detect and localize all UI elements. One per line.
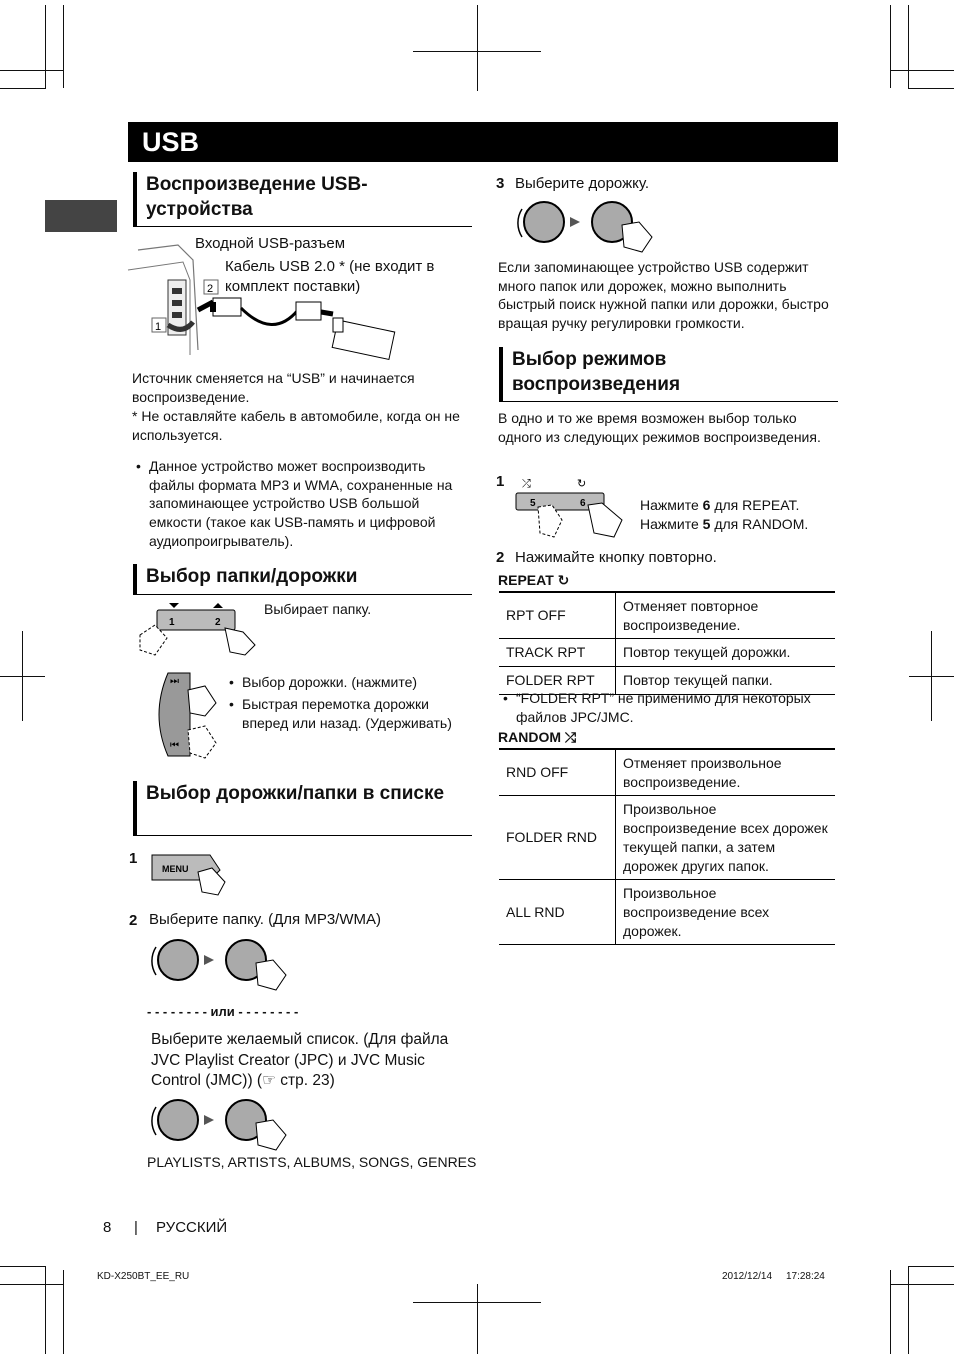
menu-button-label: MENU (162, 864, 189, 874)
repeat-random-buttons-illustration (514, 475, 629, 545)
heading-play-modes: Выбор режимов воспроизведения (499, 347, 838, 402)
fast-rewind-bullet: • Быстрая перемотка дорожки вперед или назад. (Удерживать) (225, 695, 475, 732)
random-heading: RANDOM ⤮ (498, 729, 577, 746)
svg-text:⏮: ⏮ (170, 740, 179, 751)
menu-button-illustration (150, 850, 230, 900)
repeat-icon: ↻ (557, 573, 570, 589)
svg-text:⤮: ⤮ (522, 477, 531, 490)
random-table (499, 748, 835, 945)
source-change-note: Источник сменяется на “USB” и начинается воспроизведение. (132, 370, 415, 405)
page-number: 8 (103, 1219, 112, 1236)
table-row: ALL RND Произвольное воспроизведение всех дорожек. (499, 880, 835, 945)
label-usb-cable: Кабель USB 2.0 * (не входит в комплект поставки) (225, 258, 435, 295)
volume-knob-illustration-3 (514, 197, 659, 257)
fig-num-2: 2 (207, 283, 214, 295)
volume-knob-illustration-2 (148, 1095, 293, 1155)
select-list-text: Выберите желаемый список. (Для файла JVC Playlist Creator (JPC) и JVC Music Control (JMC)) (☞ стр. 23) (151, 1031, 449, 1089)
track-step-3-number: 3 (496, 175, 505, 192)
language-tab (45, 200, 117, 232)
svg-text:↻: ↻ (577, 477, 587, 490)
track-skip-illustration (150, 668, 220, 763)
doc-id: KD-X250BT_EE_RU (97, 1271, 190, 1282)
repeat-table (499, 591, 835, 695)
section-banner: USB (128, 122, 838, 162)
modes-step-1-number: 1 (496, 473, 505, 490)
label-usb-input: Входной USB-разъем (195, 235, 346, 252)
many-folders-text: Если запоминающее устройство USB содержит много папок или дорожек, можно выполнить быстрый поиск нужной папки или дорожки, быстро вращая ручку регулировки громкости. (498, 259, 829, 332)
footer-separator: | (134, 1219, 138, 1236)
modes-intro: В одно и то же время возможен выбор только одного из следующих режимов воспроизведения. (498, 410, 821, 445)
heading-folder-track: Выбор папки/дорожки (133, 564, 472, 595)
fig-num-1: 1 (155, 321, 162, 333)
volume-knob-illustration-1 (148, 935, 293, 995)
press-5-random: Нажмите 5 для RANDOM. (640, 516, 809, 532)
heading-list-select: Выбор дорожки/папки в списке (133, 781, 472, 836)
selects-folder-text: Выбирает папку. (264, 601, 372, 617)
print-timestamp: 2012/12/14 17:28:24 (722, 1271, 825, 1282)
cable-note: * Не оставляйте кабель в автомобиле, когда он не используется. (132, 408, 460, 443)
modes-step-2-text: Нажимайте кнопку повторно. (515, 549, 717, 566)
list-step-2-text: Выберите папку. (Для MP3/WMA) (149, 911, 381, 928)
folder-btn-1-label: 1 (169, 617, 175, 628)
shuffle-icon: ⤮ (564, 730, 577, 746)
usb-connection-illustration (128, 240, 408, 370)
modes-step-2-number: 2 (496, 549, 505, 566)
table-row: RPT OFF Отменяет повторное воспроизведение. (499, 592, 835, 639)
table-row: FOLDER RPT Повтор текущей папки. (499, 667, 835, 695)
btn-6-label: 6 (580, 498, 586, 509)
list-step-1-number: 1 (129, 850, 138, 867)
footer-language: РУССКИЙ (156, 1219, 228, 1236)
folder-btn-2-label: 2 (215, 617, 221, 628)
folder-buttons-illustration (135, 600, 260, 660)
folder-rpt-note: • “FOLDER RPT” не применимо для некоторых файлов JPC/JMC. (499, 689, 835, 726)
track-step-3-text: Выберите дорожку. (515, 175, 650, 192)
heading-usb-playback: Воспроизведение USB-устройства (133, 172, 472, 227)
track-select-bullet: • Выбор дорожки. (нажмите) (225, 673, 475, 692)
or-divider: - - - - - - - - или - - - - - - - - (147, 1004, 299, 1019)
repeat-heading: REPEAT ↻ (498, 572, 570, 589)
btn-5-label: 5 (530, 498, 536, 509)
table-row: FOLDER RND Произвольное воспроизведение всех дорожек текущей папки, а затем дорожек других папок. (499, 796, 835, 880)
svg-text:⏭: ⏭ (170, 676, 179, 687)
list-types: PLAYLISTS, ARTISTS, ALBUMS, SONGS, GENRES (147, 1154, 477, 1170)
table-row: RND OFF Отменяет произвольное воспроизведение. (499, 749, 835, 796)
press-6-repeat: Нажмите 6 для REPEAT. (640, 497, 800, 513)
list-step-2-number: 2 (129, 912, 138, 929)
formats-bullet: • Данное устройство может воспроизводить файлы формата MP3 и WMA, сохраненные на запоминающее устройство USB большой емкости (такое как USB-память и цифровой аудиопроигрыватель). (132, 457, 472, 551)
table-row: TRACK RPT Повтор текущей дорожки. (499, 639, 835, 667)
